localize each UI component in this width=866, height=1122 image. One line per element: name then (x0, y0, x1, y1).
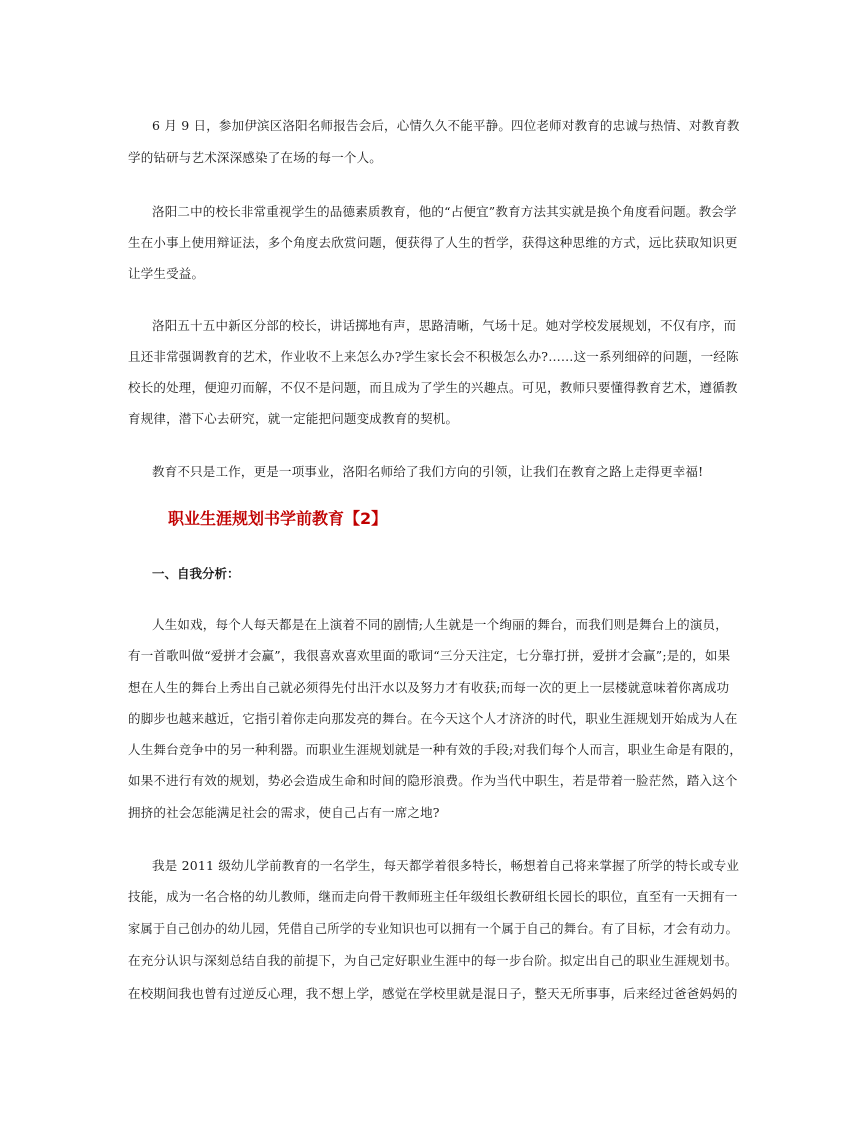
paragraph-3-line-4: 育规律，潜下心去研究，就一定能把问题变成教育的契机。 (128, 411, 459, 426)
paragraph-2-line-1: 洛阳二中的校长非常重视学生的品德素质教育，他的“占便宜”教育方法其实就是换个角度看问题。教会学 (152, 204, 737, 219)
paragraph-3-line-1: 洛阳五十五中新区分部的校长，讲话掷地有声，思路清晰，气场十足。她对学校发展规划，不仅有序，而 (152, 318, 737, 333)
paragraph-3-line-3: 校长的处理，便迎刃而解，不仅不是问题，而且成为了学生的兴趣点。可见，教师只要懂得教育艺术，遵循教 (128, 380, 738, 395)
body-paragraph-1-line-6: 如果不进行有效的规划，势必会造成生命和时间的隐形浪费。作为当代中职生，若是带着一脸茫然，踏入这个 (128, 773, 738, 788)
body-paragraph-1-line-4: 的脚步也越来越近，它指引着你走向那发亮的舞台。在今天这个人才济济的时代，职业生涯规划开始成为人在 (128, 711, 738, 726)
paragraph-4-line-1: 教育不只是工作，更是一项事业，洛阳名师给了我们方向的引领，让我们在教育之路上走得更幸福! (152, 464, 704, 479)
section-heading: 一、自我分析： (152, 566, 240, 581)
body-paragraph-1-line-7: 拥挤的社会怎能满足社会的需求，使自己占有一席之地? (128, 805, 440, 820)
paragraph-1-line-1: 6 月 9 日，参加伊滨区洛阳名师报告会后，心情久久不能平静。四位老师对教育的忠诚与热情、对教育教 (152, 118, 740, 133)
paragraph-2-line-3: 让学生受益。 (128, 266, 205, 281)
paragraph-1-line-2: 学的钻研与艺术深深感染了在场的每一个人。 (128, 150, 383, 165)
body-paragraph-1-line-2: 有一首歌叫做“爱拼才会赢”，我很喜欢喜欢里面的歌词“三分天注定，七分靠打拼，爱拼才会赢”;是的，如果 (128, 648, 731, 663)
body-paragraph-2-line-2: 技能，成为一名合格的幼儿教师，继而走向骨干教师班主任年级组长教研组长园长的职位，直至有一天拥有一 (128, 889, 738, 904)
section-title: 职业生涯规划书学前教育【2】 (168, 509, 388, 528)
paragraph-2-line-2: 生在小事上使用辩证法，多个角度去欣赏问题，便获得了人生的哲学，获得这种思维的方式，远比获取知识更 (128, 235, 738, 250)
body-paragraph-2-line-1: 我是 2011 级幼儿学前教育的一名学生，每天都学着很多特长，畅想着自己将来掌握了所学的特长或专业 (152, 858, 740, 873)
body-paragraph-1-line-1: 人生如戏，每个人每天都是在上演着不同的剧情;人生就是一个绚丽的舞台，而我们则是舞台上的演员， (152, 617, 728, 632)
body-paragraph-2-line-4: 在充分认识与深刻总结自我的前提下，为自己定好职业生涯中的每一步台阶。拟定出自己的职业生涯规划书。 (128, 953, 738, 968)
body-paragraph-2-line-5: 在校期间我也曾有过逆反心理，我不想上学，感觉在学校里就是混日子，整天无所事事，后来经过爸爸妈妈的 (128, 986, 738, 1001)
body-paragraph-2-line-3: 家属于自己创办的幼儿园，凭借自己所学的专业知识也可以拥有一个属于自己的舞台。有了目标，才会有动力。 (128, 922, 739, 936)
body-paragraph-1-line-3: 想在人生的舞台上秀出自己就必须得先付出汗水以及努力才有收获;而每一次的更上一层楼就意味着你离成功 (128, 680, 730, 695)
paragraph-3-line-2: 且还非常强调教育的艺术，作业收不上来怎么办?学生家长会不积极怎么办?……这一系列细碎的问题，一经陈 (128, 349, 739, 364)
body-paragraph-1-line-5: 人生舞台竞争中的另一种利器。而职业生涯规划就是一种有效的手段;对我们每个人而言，职业生命是有限的， (128, 742, 743, 757)
